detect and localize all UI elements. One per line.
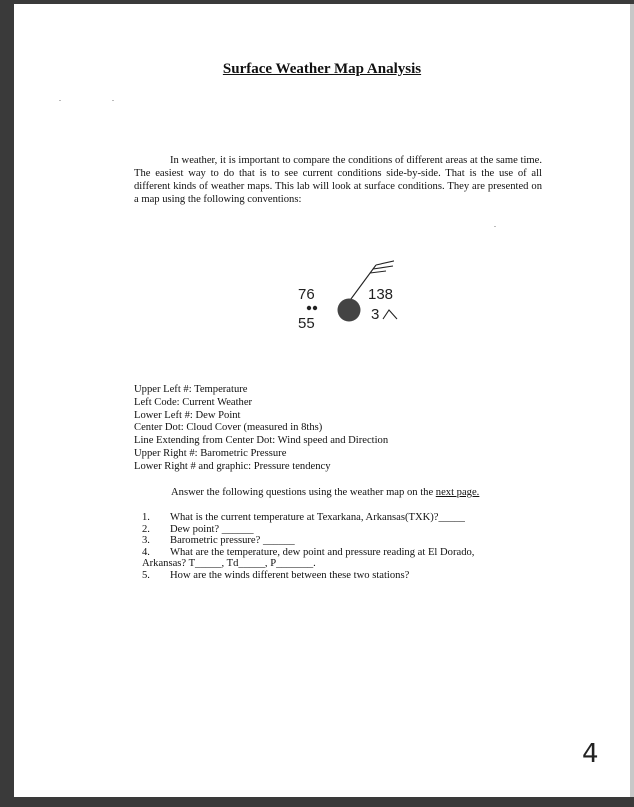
question-number: 1. <box>142 512 150 523</box>
legend-item: Left Code: Current Weather <box>134 396 253 408</box>
instructions-line <box>171 487 479 498</box>
question-text: Barometric pressure? ______ <box>170 535 295 546</box>
question-item <box>142 547 562 559</box>
question-text: Dew point? ______ <box>170 523 254 535</box>
intro-text: In weather, it is important to compare the conditions of different areas at the same time. The easiest way to do that is to see current conditions side-by-side. That is the use of all different kinds of weather maps. This lab will look at surface conditions. They are presented on a map using the following conventions: <box>134 155 542 205</box>
question-item <box>142 524 562 536</box>
instructions-text: Answer the following questions using the weather map on the <box>171 487 436 498</box>
question-item <box>142 570 562 582</box>
legend-item: Lower Right # and graphic: Pressure tendency <box>134 460 331 472</box>
question-number: 2. <box>142 523 150 535</box>
question-item <box>142 535 562 547</box>
question-item <box>142 512 562 524</box>
question-text: How are the winds different between these two stations? <box>170 569 410 581</box>
question-text: What are the temperature, dew point and pressure reading at El Dorado, <box>170 546 475 558</box>
scan-speck <box>494 226 496 227</box>
question-text: What is the current temperature at Texarkana, Arkansas(TXK)?_____ <box>170 512 465 523</box>
scan-speck <box>59 100 61 101</box>
question-number: 4. <box>142 546 150 558</box>
temperature-value: 76 <box>298 286 315 303</box>
document-title: Surface Weather Map Analysis <box>222 61 422 77</box>
legend-item: Center Dot: Cloud Cover (measured in 8ths) <box>134 422 323 434</box>
tendency-value: 3 <box>371 306 380 323</box>
page-edge <box>630 4 634 797</box>
station-model-diagram <box>284 252 394 342</box>
page-number: 4 <box>582 739 599 769</box>
document-page <box>14 4 630 797</box>
next-page-reference: next page. <box>435 487 480 498</box>
question-number: 5. <box>142 569 150 581</box>
legend-item: Lower Left #: Dew Point <box>134 409 241 421</box>
question-continuation: Arkansas? T_____, Td_____, P_______. <box>142 558 316 569</box>
legend-list <box>134 384 554 474</box>
caret-up-icon <box>381 306 401 322</box>
intro-paragraph <box>134 154 542 206</box>
scan-speck <box>112 100 114 101</box>
legend-item: Line Extending from Center Dot: Wind speed and Direction <box>134 435 389 447</box>
question-list <box>142 512 562 581</box>
legend-item: Upper Right #: Barometric Pressure <box>134 447 287 459</box>
legend-item: Upper Left #: Temperature <box>134 384 248 395</box>
dew-point-value: 55 <box>298 315 315 332</box>
question-number: 3. <box>142 535 150 546</box>
pressure-value: 138 <box>368 286 394 303</box>
filled-circle-icon <box>336 297 362 323</box>
